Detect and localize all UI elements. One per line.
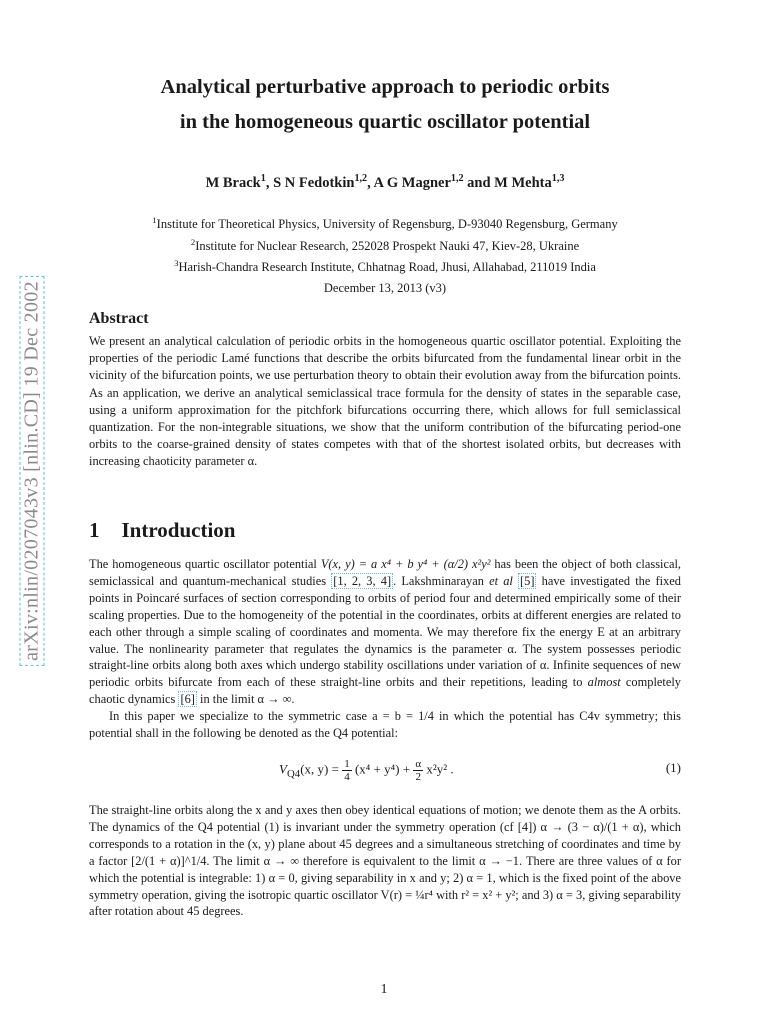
- title-line-1: Analytical perturbative approach to periodic orbits: [160, 76, 610, 98]
- post-equation-text: The straight-line orbits along the x and y axes then obey identical equations of motion; we denote them as the A orbits. The dynamics of the Q4 potential (1) is invariant under the symmetry operation (cf [4]) α → (3 − α)/(1 + α), which corresponds to a rotation in the (x, y) plane about 45 degrees and a simultaneous stretching of coordinates and time by a factor [2/(1 + α)]^1/4. The limit α → ∞ therefore is equivalent to the limit α → −1. There are three values of α for which the potential is integrable: 1) α = 0, giving separability in x and y; 2) α = 1, which is the fixed point of the above symmetry operation, giving the isotropic quartic oscillator V(r) = ¼r⁴ with r² = x² + y²; and 3) α = 3, giving separability after rotation about 45 degrees.: [89, 803, 681, 919]
- intro-paragraph-1: The homogeneous quartic oscillator potential V(x, y) = a x⁴ + b y⁴ + (α/2) x²y² has been the object of both classical, semiclassical and quantum-mechanical studies [1, 2, 3, 4] . Lakshminarayan et al [5] have investigated the fixed points in Poincaré surfaces of section corresponding to orbits of period four and determined empirically some of their scaling properties. Due to the homogeneity of the potential in the coordinates, orbits at different energies are related to each other through a simple scaling of coordinates and momenta. We may therefore fix the energy E at an arbitrary value. The nonlinearity parameter that regulates the dynamics is the parameter α. The system possesses periodic straight-line orbits along both axes which undergo stability oscillations under variation of α. Infinite sequences of new periodic orbits bifurcate from each of these straight-line orbits and their repetitions, leading to almost completely chaotic dynamics [6] in the limit α → ∞.: [89, 557, 682, 707]
- title-line-2: in the homogeneous quartic oscillator potential: [179, 111, 591, 133]
- abstract-heading: Abstract: [89, 310, 149, 327]
- author-1: M Brack: [205, 174, 261, 191]
- author-2: , S N Fedotkin: [265, 174, 355, 191]
- author-3-affil: 1,2: [450, 173, 464, 184]
- page-number: 1: [380, 982, 388, 997]
- equation-1: [89, 754, 681, 784]
- paper-title: [90, 70, 680, 140]
- introduction-text: [89, 556, 681, 742]
- affiliation-2: $^2$Institute for Nuclear Research, 252028 Prospekt Nauki 47, Kiev-28, Ukraine: [190, 236, 580, 253]
- author-list: [90, 173, 680, 192]
- arxiv-identifier-stamp[interactable]: [20, 236, 44, 706]
- intro-paragraph-2: In this paper we specialize to the symmetric case a = b = 1/4 in which the potential has C4v symmetry; this potential shall in the following be denoted as the Q4 potential:: [89, 709, 681, 741]
- section-number: 1: [89, 518, 100, 542]
- affiliations: [90, 212, 680, 277]
- arxiv-identifier-text[interactable]: arXiv:nlin/0207043v3 [nlin.CD] 19 Dec 2002: [20, 276, 45, 666]
- author-3: , A G Magner: [367, 174, 451, 191]
- affiliation-1: $^1$Institute for Theoretical Physics, University of Regensburg, D-93040 Regensburg, Germany: [152, 215, 618, 232]
- author-2-affil: 1,2: [354, 173, 368, 184]
- section-title: Introduction: [121, 518, 236, 542]
- paper-date: December 13, 2013 (v3): [323, 281, 447, 295]
- potential-formula: V(x, y) = a x⁴ + b y⁴ + (α/2) x²y²: [320, 557, 491, 571]
- affiliation-3: $^3$Harish-Chandra Research Institute, Chhatnag Road, Jhusi, Allahabad, 211019 India: [174, 258, 596, 275]
- equation-number: (1): [665, 760, 681, 775]
- fraction-alpha-half: $\frac{\alpha}{2}$: [415, 758, 422, 783]
- fraction-quarter: $\frac{1}{4}$: [344, 758, 350, 783]
- author-4: and M Mehta: [463, 174, 552, 191]
- section-heading: [89, 518, 235, 543]
- citation-link-6[interactable]: [6]: [180, 692, 195, 707]
- abstract-text: We present an analytical calculation of periodic orbits in the homogeneous quartic oscillator potential. Exploiting the properties of the periodic Lamé functions that describe the orbits bifurcated from the fundamental linear orbit in the vicinity of the bifurcation points, we use perturbation theory to obtain their evolution away from the bifurcation points. As an application, we derive an analytical semiclassical trace formula for the density of states in the separable case, using a uniform approximation for the pitchfork bifurcations occurring there, which allows for full semiclassical quantization. For the non-integrable situations, we show that the uniform contribution of the bifurcating period-one orbits to the coarse-grained density of states competes with that of the shortest isolated orbits, but decreases with increasing chaoticity parameter α.: [89, 334, 681, 469]
- citation-link-1-4[interactable]: [1, 2, 3, 4]: [333, 573, 392, 588]
- author-1-affil: 1: [260, 173, 266, 184]
- author-4-affil: 1,3: [551, 173, 565, 184]
- equation-body: $V_{Q4}(x$, y) = $\frac{1}{4}$ (x⁴ + y⁴) + $\frac{\alpha}{2}$ x²y² .: [279, 758, 454, 783]
- citation-link-5[interactable]: [5]: [520, 573, 535, 588]
